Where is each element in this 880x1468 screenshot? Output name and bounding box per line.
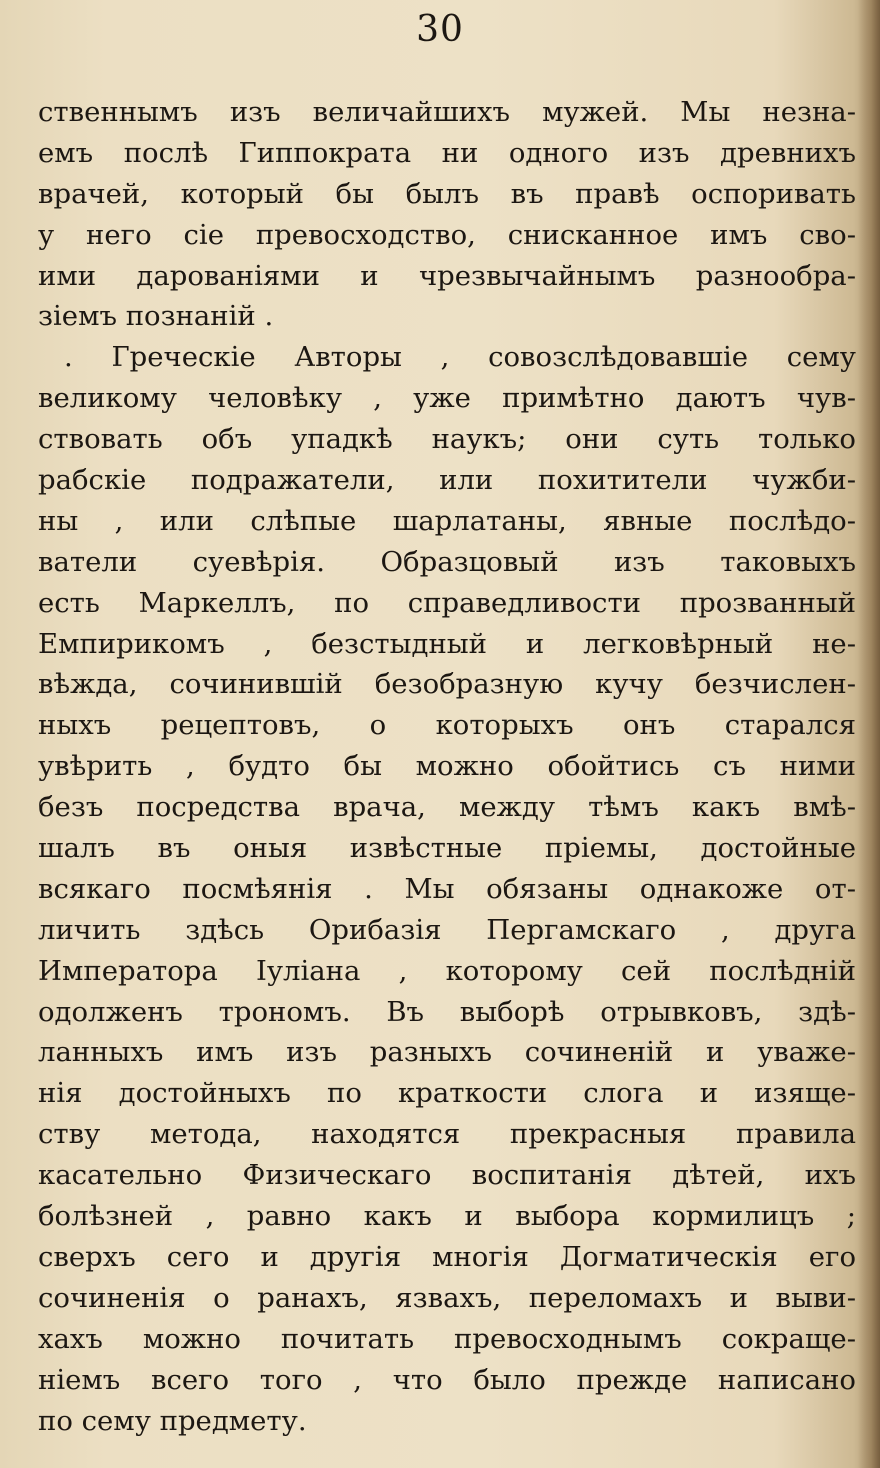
- text-line: ственнымъ изъ величайшихъ мужей. Мы незна-: [38, 96, 856, 128]
- page-edge-shadow: [858, 0, 880, 1468]
- text-line: ны , или слѣпые шарлатаны, явные послѣдо-: [38, 504, 856, 537]
- text-line: по сему предмету.: [38, 1404, 307, 1437]
- text-line: врачей, который бы былъ въ правѣ оспоривать: [38, 177, 856, 210]
- text-line: сверхъ сего и другія многія Догматическія его: [38, 1240, 856, 1273]
- text-line: Емпирикомъ , безстыдный и легковѣрный не-: [38, 627, 856, 660]
- text-line: шалъ въ оныя извѣстные пріемы, достойные: [38, 832, 856, 865]
- page-number: 30: [416, 9, 464, 50]
- text-line: зіемъ познаній .: [38, 300, 274, 333]
- text-line: . Греческіе Авторы , совозслѣдовавшіе сему: [64, 341, 856, 374]
- text-line: великому человѣку , уже примѣтно даютъ чув-: [38, 382, 856, 415]
- text-line: ству метода, находятся прекрасныя правила: [38, 1118, 856, 1151]
- text-line: ланныхъ имъ изъ разныхъ сочиненій и уваже-: [38, 1036, 856, 1069]
- text-line: ствовать объ упадкѣ наукъ; они суть только: [38, 423, 856, 456]
- text-line: ими дарованіями и чрезвычайнымъ разнообра-: [38, 259, 856, 292]
- text-line: у него сіе превосходство, снисканное имъ сво-: [38, 218, 856, 251]
- text-line: ватели суевѣрія. Образцовый изъ таковыхъ: [38, 545, 856, 578]
- text-line: вѣжда, сочинившій безобразную кучу безчислен-: [38, 668, 856, 701]
- text-line: всякаго посмѣянія . Мы обязаны однакоже от-: [38, 872, 856, 905]
- text-line: есть Маркеллъ, по справедливости прозванный: [38, 586, 856, 619]
- text-line: болѣзней , равно какъ и выбора кормилицъ ;: [38, 1200, 856, 1233]
- text-line: безъ посредства врача, между тѣмъ какъ вмѣ-: [38, 791, 856, 824]
- text-line: нія достойныхъ по краткости слога и изяще-: [38, 1077, 856, 1110]
- text-line: рабскіе подражатели, или похитители чужби-: [38, 464, 856, 497]
- text-line: ныхъ рецептовъ, о которыхъ онъ старался: [38, 709, 856, 742]
- text-line: Императора Іуліана , которому сей послѣдній: [38, 954, 856, 987]
- text-line: сочиненія о ранахъ, язвахъ, переломахъ и выви-: [38, 1281, 856, 1314]
- text-line: личить здѣсь Орибазія Пергамскаго , друга: [38, 913, 856, 946]
- body-text: [38, 92, 856, 1441]
- text-line: ніемъ всего того , что было прежде написано: [38, 1363, 856, 1396]
- text-line: касательно Физическаго воспитанія дѣтей, ихъ: [38, 1159, 856, 1192]
- text-line: хахъ можно почитать превосходнымъ сокраще-: [38, 1322, 856, 1355]
- text-line: емъ послѣ Гиппократа ни одного изъ древнихъ: [38, 136, 856, 169]
- text-line: одолженъ трономъ. Въ выборѣ отрывковъ, здѣ-: [38, 995, 856, 1028]
- text-line: увѣрить , будто бы можно обойтись съ ними: [38, 750, 856, 783]
